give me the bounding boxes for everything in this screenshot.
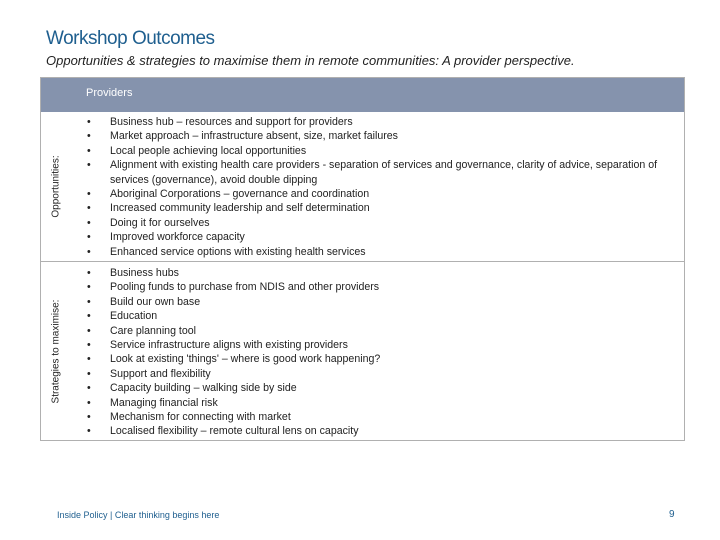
list-item: • Build our own base [87,295,667,309]
list-item: • Business hub – resources and support for providers [87,115,667,129]
table-header [41,78,684,112]
page-subtitle: Opportunities & strategies to maximise them in remote communities: A provider perspective. [46,53,575,68]
page-number: 9 [669,509,675,520]
opportunities-row [41,112,684,262]
list-item: • Education [87,309,667,323]
strategies-label: Strategies to maximise: [50,299,62,403]
strategies-label-cell [46,262,66,440]
list-item: • Improved workforce capacity [87,230,667,244]
opportunities-label-cell [46,112,66,261]
opportunities-label: Opportunities: [50,155,62,218]
list-item: • Pooling funds to purchase from NDIS and other providers [87,280,667,294]
list-item: • Alignment with existing health care providers - separation of services and governance, clarity of advice, separation of services (governance), avoid double dipping [87,158,667,187]
list-item: • Look at existing 'things' – where is good work happening? [87,352,667,366]
list-item: • Local people achieving local opportunities [87,144,667,158]
list-item: • Managing financial risk [87,396,667,410]
list-item: • Increased community leadership and self determination [87,201,667,215]
list-item: • Business hubs [87,266,667,280]
footer-text: Inside Policy | Clear thinking begins here [57,510,220,520]
list-item: • Localised flexibility – remote cultural lens on capacity [87,424,667,438]
list-item: • Enhanced service options with existing health services [87,245,667,259]
list-item: • Doing it for ourselves [87,216,667,230]
outcomes-table [40,77,685,441]
list-item: • Aboriginal Corporations – governance and coordination [87,187,667,201]
strategies-list [87,266,667,439]
strategies-row [41,262,684,440]
page-title: Workshop Outcomes [46,28,215,49]
list-item: • Mechanism for connecting with market [87,410,667,424]
list-item: • Capacity building – walking side by side [87,381,667,395]
list-item: • Care planning tool [87,324,667,338]
list-item: • Market approach – infrastructure absent, size, market failures [87,129,667,143]
list-item: • Support and flexibility [87,367,667,381]
opportunities-list [87,115,667,259]
list-item: • Service infrastructure aligns with existing providers [87,338,667,352]
table-header-label: Providers [86,87,133,99]
